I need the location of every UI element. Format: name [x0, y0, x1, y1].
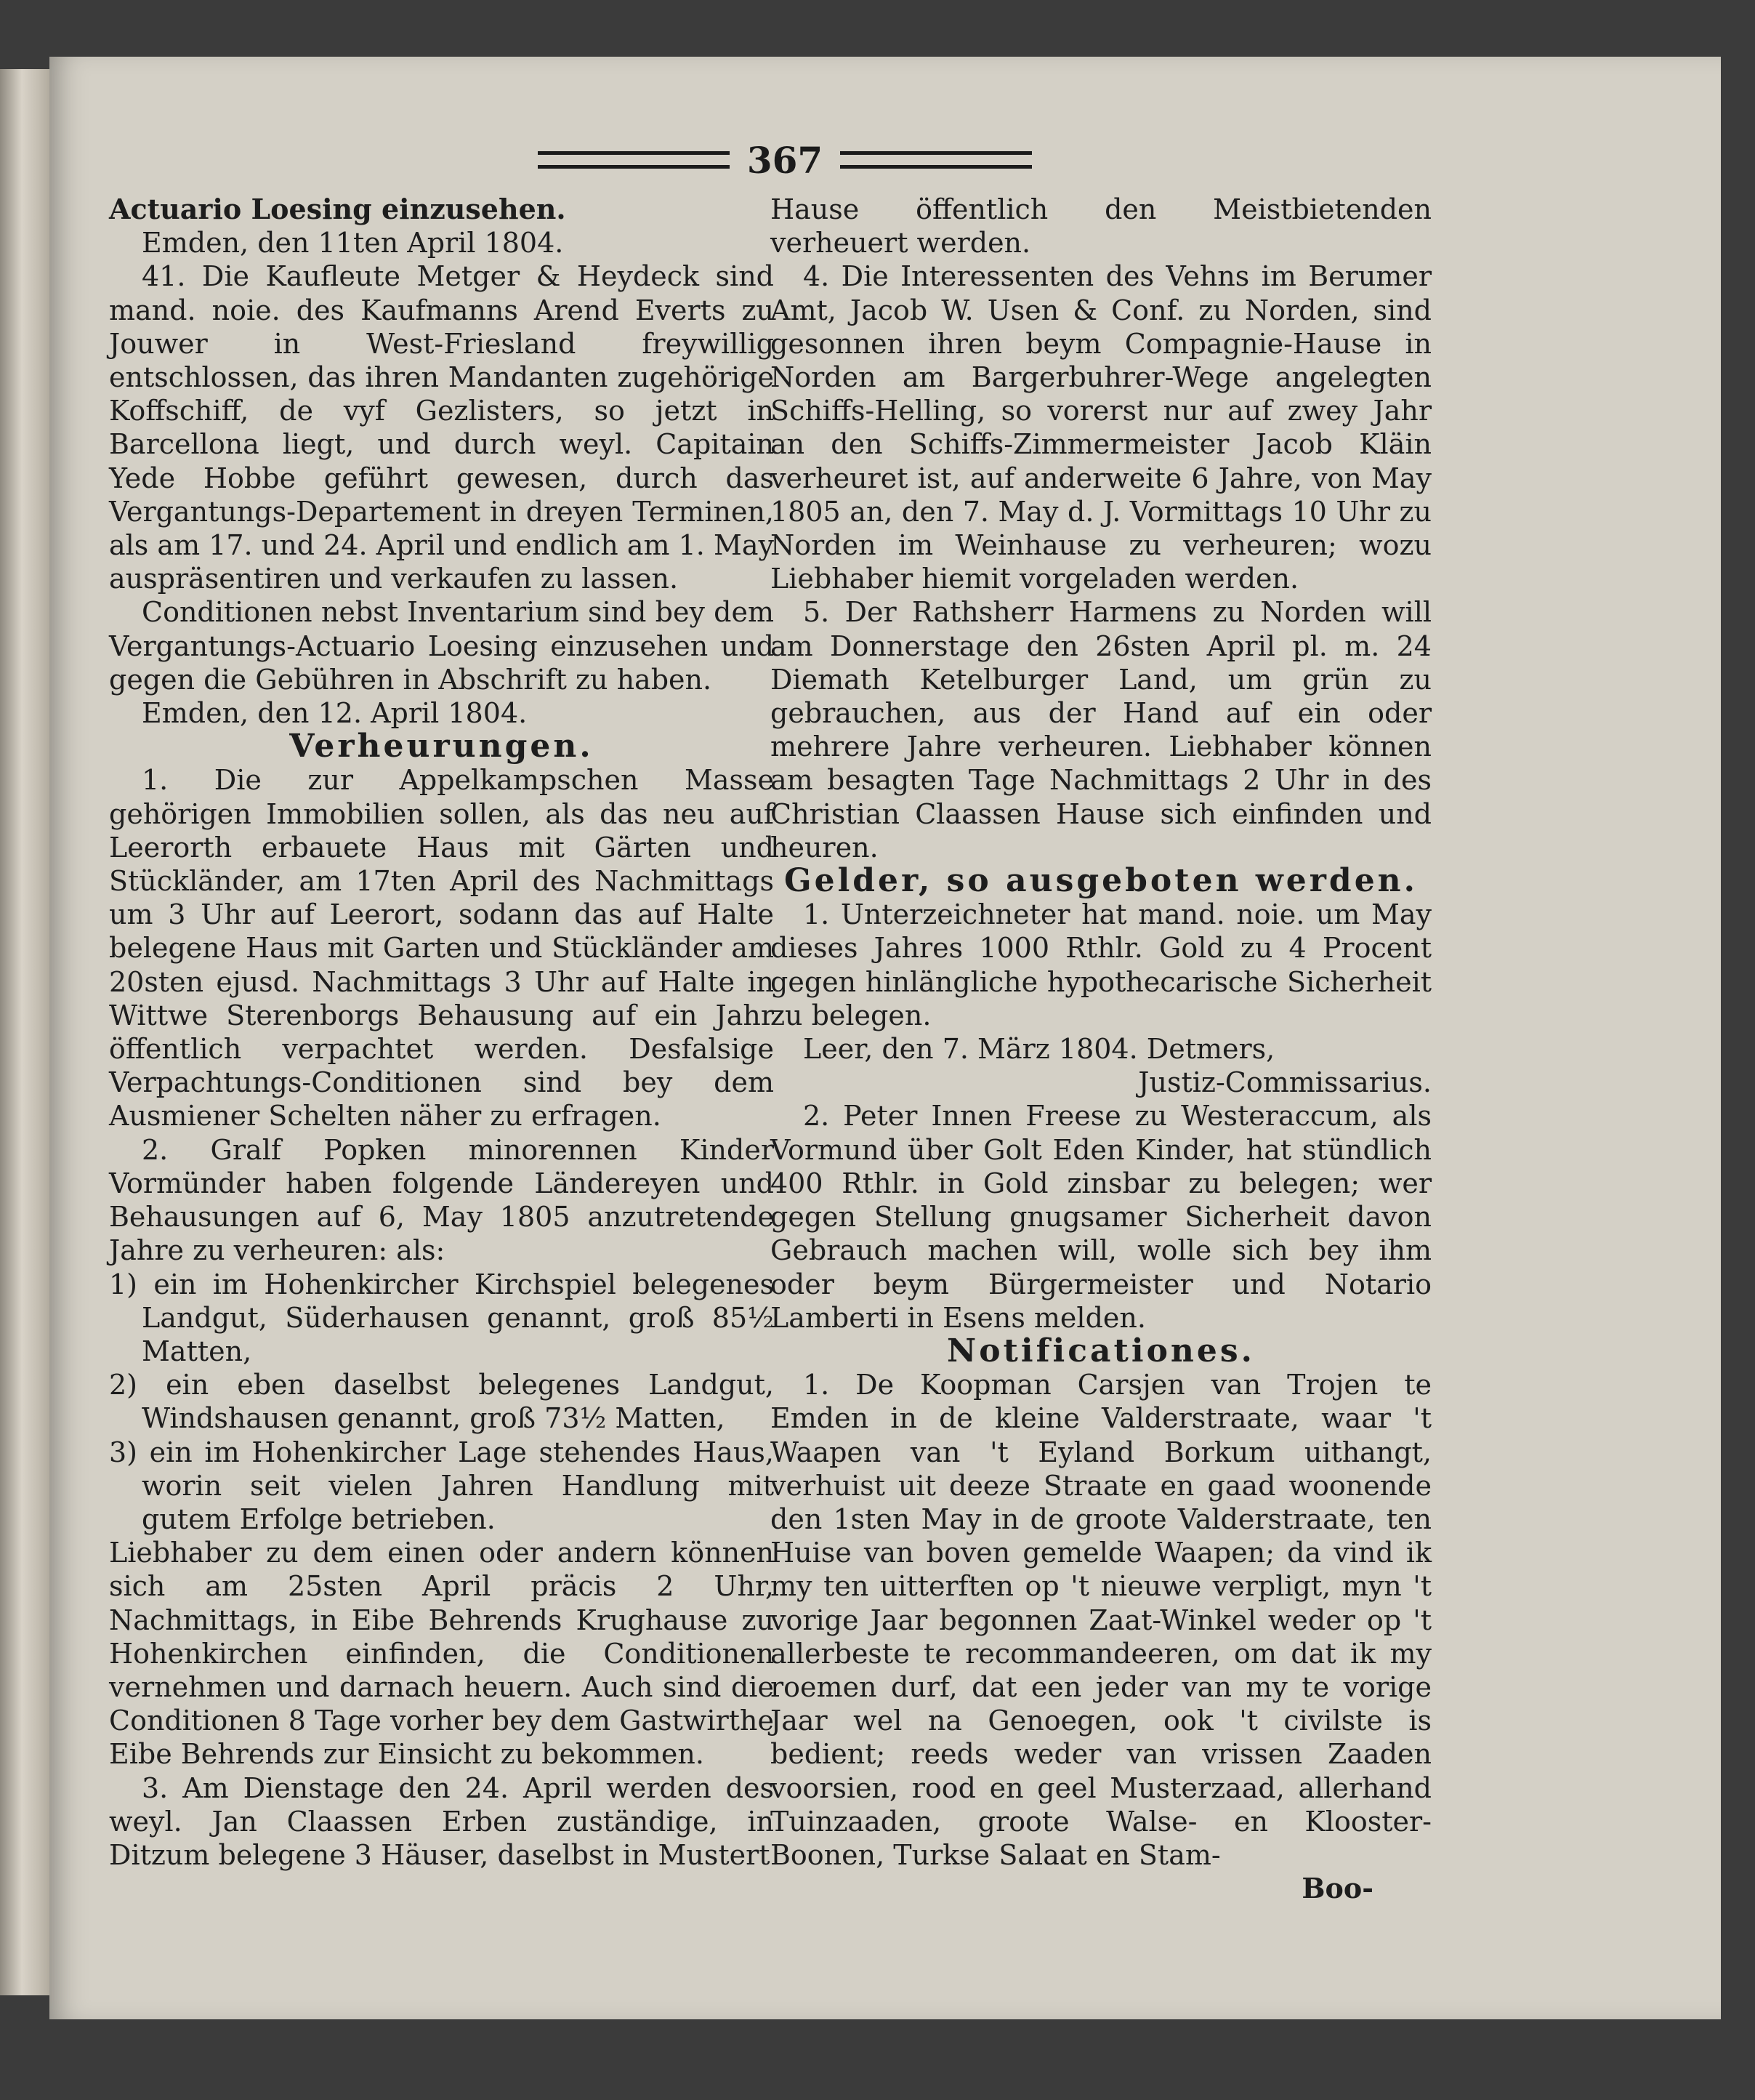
text-paragraph: 2) ein eben daselbst belegenes Landgut, Windshausen genannt, groß 73½ Matten, [109, 1369, 774, 1435]
header-rule-right [840, 151, 1032, 169]
text-paragraph: Leer, den 7. März 1804. Detmers, [803, 1033, 1275, 1066]
text-paragraph: 1. Die zur Appelkampschen Masse gehörigen Immobilien sollen, als das neu auf Leerorth erbauete Haus mit Gärten und Stückländer, am 17ten April des Nachmittags um 3 Uhr auf Leerort, sodann das auf Halte belegene Haus mit Garten und Stückländer am 20sten ejusd. Nachmittags 3 Uhr auf Halte in Wittwe Sterenborgs Behausung auf ein Jahr öffentlich verpachtet werden. Desfalsige Verpachtungs-Conditionen sind bey dem Ausmiener Schelten näher zu erfragen. [109, 764, 774, 1133]
text-paragraph: Emden, den 11ten April 1804. [142, 227, 564, 260]
page-number: 367 [746, 138, 823, 182]
text-paragraph: 2. Peter Innen Freese zu Westeraccum, als Vormund über Golt Eden Kinder, hat stündlich 400 Rthlr. in Gold zinsbar zu belegen; wer gegen Stellung gnugsamer Sicherheit davon Gebrauch machen will, wolle sich bey ihm oder beym Bürgermeister und Notario Lamberti in Esens melden. [770, 1100, 1432, 1334]
text-paragraph: Justiz-Commissarius. [1138, 1066, 1432, 1099]
header-rule-left [538, 151, 730, 169]
text-paragraph: Actuario Loesing einzusehen. [109, 193, 566, 225]
text-paragraph: Conditionen nebst Inventarium sind bey dem Vergantungs-Actuario Loesing einzusehen und gegen die Gebühren in Abschrift zu haben. [109, 596, 774, 696]
text-paragraph: 1. Unterzeichneter hat mand. noie. um May dieses Jahres 1000 Rthlr. Gold zu 4 Procent gegen hinlängliche hypothecarische Sicherheit zu belegen. [770, 898, 1432, 1031]
text-paragraph: Hause öffentlich den Meistbietenden verheuert werden. [770, 193, 1432, 260]
text-paragraph: 4. Die Interessenten des Vehns im Berumer Amt, Jacob W. Usen & Conf. zu Norden, sind gesonnen ihren beym Compagnie-Hause in Norden am Bargerbuhrer-Wege angelegten Schiffs-Helling, so vorerst nur auf zwey Jahr an den Schiffs-Zimmermeister Jacob Kläin verheuret ist, auf anderweite 6 Jahre, von May 1805 an, den 7. May d. J. Vormittags 10 Uhr zu Norden im Weinhause zu verheuren; wozu Liebhaber hiemit vorgeladen werden. [770, 260, 1432, 595]
book-spine-left-page [0, 69, 55, 1995]
text-paragraph: 2. Gralf Popken minorennen Kinder Vormünder haben folgende Ländereyen und Behausungen auf 6, May 1805 anzutretende Jahre zu verheuren: als: [109, 1133, 774, 1267]
section-heading: Notificationes. [946, 1332, 1255, 1369]
section-heading: Gelder, so ausgeboten werden. [784, 862, 1418, 900]
page-header [538, 131, 1032, 189]
text-paragraph: 3. Am Dienstage den 24. April werden des weyl. Jan Claassen Erben zuständige, in Ditzum belegene 3 Häuser, daselbst in Mustert [109, 1771, 774, 1871]
right-column [770, 193, 1432, 1905]
text-paragraph: 1. De Koopman Carsjen van Trojen te Emden in de kleine Valderstraate, waar 't Waapen van 't Eyland Borkum uithangt, verhuist uit deeze Straate en gaad woonende den 1sten May in de groote Valderstraate, ten Huise van boven gemelde Waapen; da vind ik my ten uitterften op 't nieuwe verpligt, myn 't vorige Jaar begonnen Zaat-Winkel weder op 't allerbeste te recommandeeren, om dat ik my roemen durf, dat een jeder van my te vorige Jaar wel na Genoegen, ook 't civilste is bedient; reeds weder van vrissen Zaaden voorsien, rood en geel Musterzaad, allerhand Tuinzaaden, groote Walse- en Klooster-Boonen, Turkse Salaat en Stam- [770, 1369, 1432, 1871]
text-paragraph: Emden, den 12. April 1804. [142, 697, 528, 730]
text-paragraph: Liebhaber zu dem einen oder andern können sich am 25sten April präcis 2 Uhr, Nachmittags, in Eibe Behrends Krughause zu Hohenkirchen einfinden, die Conditionen vernehmen und darnach heuern. Auch sind die Conditionen 8 Tage vorher bey dem Gastwirthe Eibe Behrends zur Einsicht zu bekommen. [109, 1537, 774, 1771]
text-paragraph: 5. Der Rathsherr Harmens zu Norden will am Donnerstage den 26sten April pl. m. 24 Diemath Ketelburger Land, um grün zu gebrauchen, aus der Hand auf ein oder mehrere Jahre verheuren. Liebhaber können am besagten Tage Nachmittags 2 Uhr in des Christian Claassen Hause sich einfinden und heuren. [770, 596, 1432, 864]
section-heading: Verheurungen. [289, 728, 594, 765]
text-paragraph: 3) ein im Hohenkircher Lage stehendes Haus, worin seit vielen Jahren Handlung mit gutem Erfolge betrieben. [109, 1436, 774, 1535]
text-paragraph: 41. Die Kaufleute Metger & Heydeck sind mand. noie. des Kaufmanns Arend Everts zu Jouwer in West-Friesland freywillig entschlossen, das ihren Mandanten zugehörige Koffschiff, de vyf Gezlisters, so jetzt in Barcellona liegt, und durch weyl. Capitain Yede Hobbe geführt gewesen, durch das Vergantungs-Departement in dreyen Terminen, als am 17. und 24. April und endlich am 1. May auspräsentiren und verkaufen zu lassen. [109, 260, 774, 595]
text-paragraph: Boo- [1302, 1872, 1373, 1905]
text-paragraph: 1) ein im Hohenkircher Kirchspiel belegenes Landgut, Süderhausen genannt, groß 85½ Matten, [109, 1268, 774, 1367]
left-column [109, 193, 774, 1872]
